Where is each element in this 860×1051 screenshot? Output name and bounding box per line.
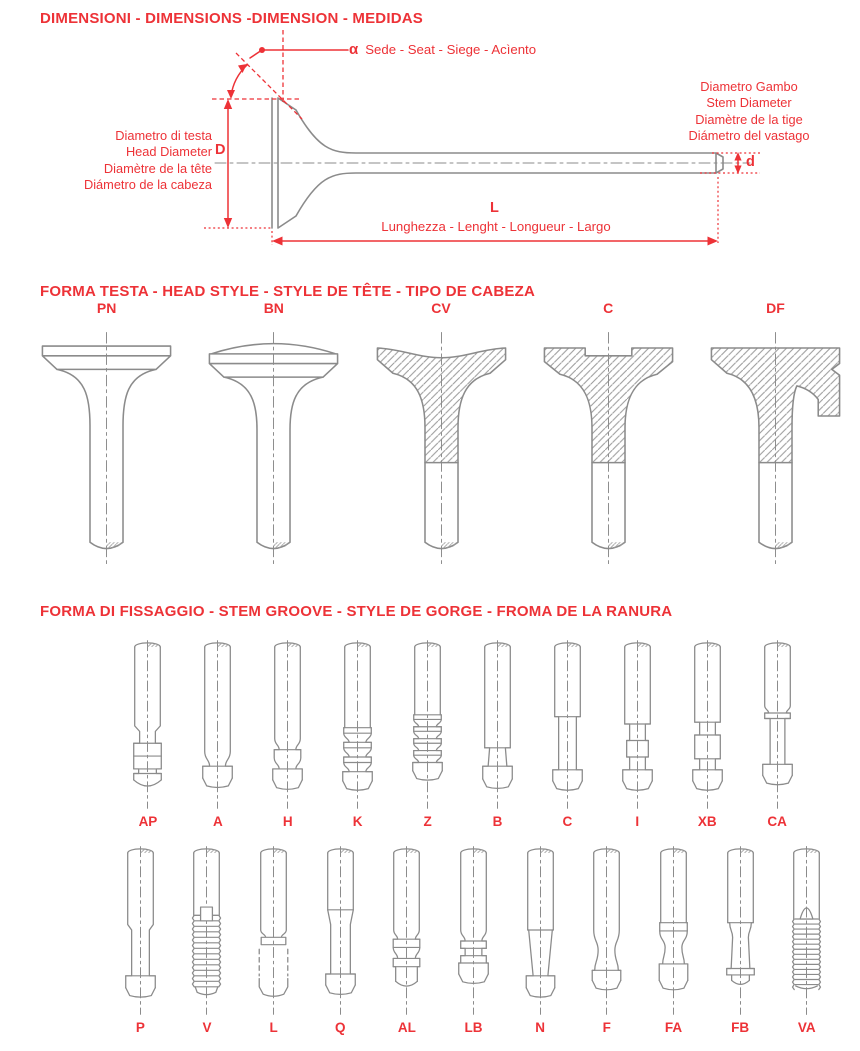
seat-angle-label: [349, 41, 536, 58]
stem-groove-item-AP: [113, 636, 183, 829]
stem-groove-label: F: [602, 1020, 611, 1035]
stem-grooves-section-title: FORMA DI FISSAGGIO - STEM GROOVE - STYLE DE GORGE - FROMA DE LA RANURA: [40, 603, 673, 620]
head-diameter-line: Diamètre de la tête: [103, 160, 212, 176]
stem-groove-figure-AL: [375, 842, 438, 1018]
stem-groove-item-LB: [440, 842, 507, 1035]
stem-groove-label: FA: [664, 1020, 683, 1035]
stem-groove-label: XB: [697, 814, 717, 829]
head-diameter-line: Head Diameter: [125, 144, 212, 160]
length-symbol: L: [490, 200, 499, 216]
stem-groove-figure-FA: [642, 842, 705, 1018]
stem-groove-figure-H: [256, 636, 319, 812]
head-style-label: BN: [263, 300, 284, 316]
stem-diameter-line: Stem Diameter: [706, 95, 792, 111]
stem-groove-figure-B: [466, 636, 529, 812]
stem-groove-item-L: [240, 842, 307, 1035]
stem-groove-figure-AP: [116, 636, 179, 812]
stem-groove-label: AL: [397, 1020, 416, 1035]
stem-diameter-line: Diamètre de la tige: [695, 111, 803, 127]
stem-groove-item-VA: [773, 842, 840, 1035]
stem-groove-item-P: [107, 842, 174, 1035]
head-style-item-PN: [23, 300, 190, 580]
stem-groove-figure-VA: [775, 842, 838, 1018]
stem-groove-figure-I: [606, 636, 669, 812]
head-diameter-line: Diámetro de la cabeza: [83, 177, 212, 193]
stem-groove-figure-A: [186, 636, 249, 812]
stem-groove-figure-F: [575, 842, 638, 1018]
stem-groove-figure-FB: [709, 842, 772, 1018]
stem-groove-item-B: [463, 636, 533, 829]
head-style-figure-DF: [692, 318, 859, 580]
dimensions-section-title: DIMENSIONI - DIMENSIONS -DIMENSION - MEDIDAS: [40, 10, 423, 27]
head-styles-row: [23, 300, 859, 580]
head-style-label: DF: [766, 300, 785, 316]
head-style-label: PN: [96, 300, 117, 316]
stem-diameter-line: Diámetro del vastago: [688, 128, 810, 144]
stem-groove-label: A: [212, 814, 223, 829]
stem-groove-figure-LB: [442, 842, 505, 1018]
stem-groove-figure-C: [536, 636, 599, 812]
stem-groove-item-N: [507, 842, 574, 1035]
stem-groove-figure-N: [509, 842, 572, 1018]
head-style-item-CV: [357, 300, 524, 580]
head-style-figure-BN: [190, 318, 357, 580]
head-style-label: C: [603, 300, 614, 316]
stem-groove-item-V: [174, 842, 241, 1035]
head-style-item-C: [525, 300, 692, 580]
stem-groove-label: VA: [797, 1020, 816, 1035]
stem-groove-item-I: [602, 636, 672, 829]
stem-groove-label: H: [282, 814, 293, 829]
stem-grooves-row-1: [113, 636, 812, 829]
stem-groove-label: B: [492, 814, 503, 829]
stem-groove-label: Z: [423, 814, 432, 829]
head-style-item-DF: [692, 300, 859, 580]
stem-groove-figure-K: [326, 636, 389, 812]
head-diameter-symbol: D: [215, 142, 226, 158]
head-style-item-BN: [190, 300, 357, 580]
stem-groove-figure-P: [109, 842, 172, 1018]
head-styles-section-title: FORMA TESTA - HEAD STYLE - STYLE DE TÊTE - TIPO DE CABEZA: [40, 283, 536, 300]
stem-groove-figure-Z: [396, 636, 459, 812]
stem-groove-label: L: [269, 1020, 278, 1035]
head-diameter-line: Diametro di testa: [115, 128, 212, 143]
stem-groove-figure-L: [242, 842, 305, 1018]
stem-groove-item-Q: [307, 842, 374, 1035]
stem-groove-item-FA: [640, 842, 707, 1035]
alpha-symbol: α: [349, 41, 359, 58]
stem-groove-figure-XB: [676, 636, 739, 812]
stem-groove-label: CA: [767, 814, 787, 829]
seat-label-text: Sede - Seat - Siege - Acìento: [365, 42, 537, 57]
stem-grooves-row-2: [107, 842, 840, 1035]
stem-groove-item-XB: [672, 636, 742, 829]
stem-groove-label: K: [352, 814, 363, 829]
stem-groove-label: AP: [138, 814, 158, 829]
stem-groove-item-CA: [742, 636, 812, 829]
stem-groove-label: I: [635, 814, 640, 829]
stem-groove-item-FB: [707, 842, 774, 1035]
stem-groove-figure-Q: [309, 842, 372, 1018]
head-style-figure-CV: [358, 318, 525, 580]
head-style-figure-PN: [23, 318, 190, 580]
length-label: Lunghezza - Lenght - Longueur - Largo: [381, 219, 611, 234]
stem-groove-label: LB: [464, 1020, 483, 1035]
stem-groove-item-K: [323, 636, 393, 829]
stem-groove-item-C: [532, 636, 602, 829]
stem-groove-figure-CA: [746, 636, 809, 812]
stem-groove-item-A: [183, 636, 253, 829]
head-diameter-label-block: [50, 128, 212, 194]
stem-groove-label: N: [535, 1020, 546, 1035]
stem-groove-label: C: [562, 814, 573, 829]
stem-groove-label: FB: [731, 1020, 750, 1035]
stem-groove-figure-V: [175, 842, 238, 1018]
head-style-label: CV: [431, 300, 451, 316]
stem-groove-label: Q: [334, 1020, 346, 1035]
stem-groove-label: V: [202, 1020, 212, 1035]
stem-diameter-label-block: [640, 79, 858, 145]
stem-groove-item-H: [253, 636, 323, 829]
stem-diameter-line: Diametro Gambo: [700, 79, 798, 94]
stem-groove-item-Z: [393, 636, 463, 829]
head-style-figure-C: [525, 318, 692, 580]
stem-groove-item-AL: [374, 842, 441, 1035]
stem-diameter-symbol: d: [746, 154, 755, 170]
stem-groove-label: P: [135, 1020, 145, 1035]
stem-groove-item-F: [573, 842, 640, 1035]
